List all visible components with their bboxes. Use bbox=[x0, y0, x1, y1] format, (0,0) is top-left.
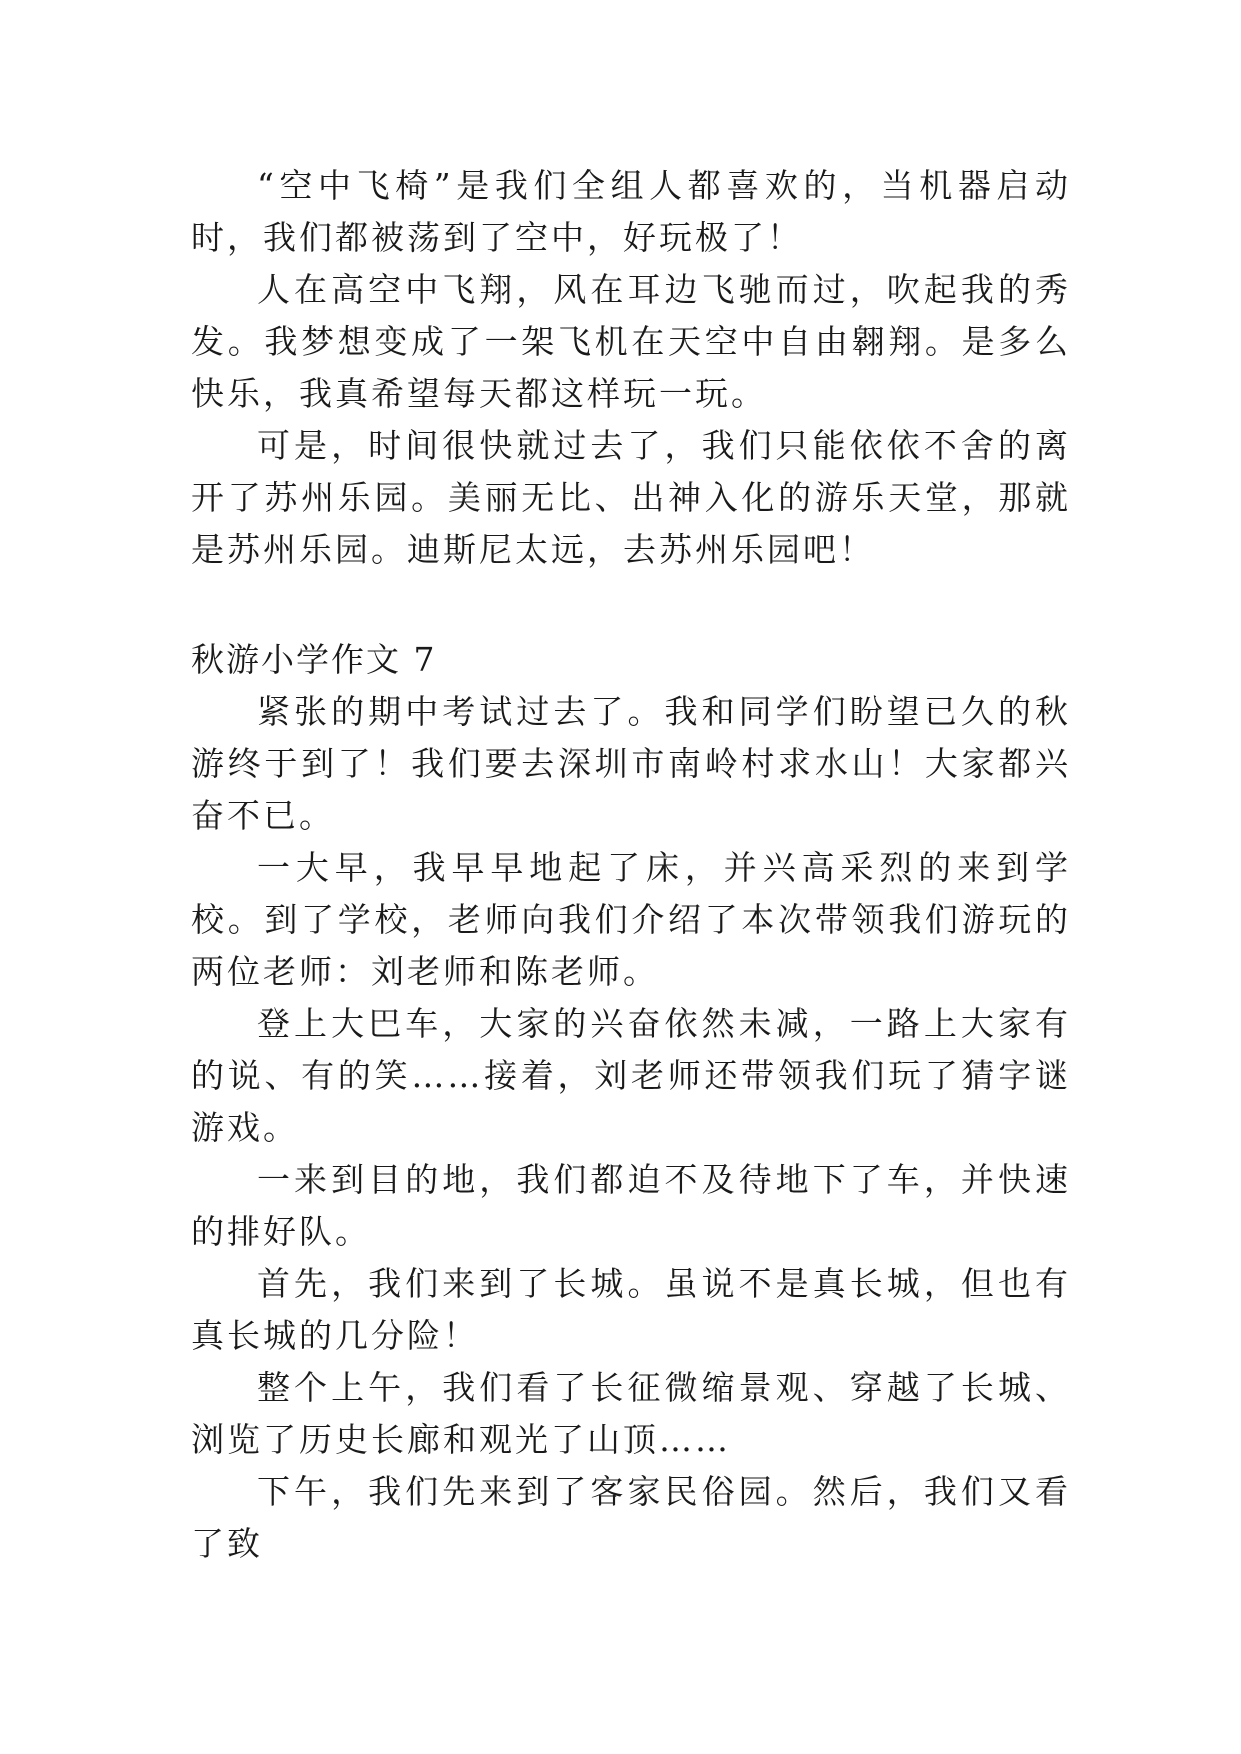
section-title: 秋游小学作文 7 bbox=[191, 640, 437, 679]
paragraph: 一来到目的地，我们都迫不及待地下了车，并快速的排好队。 bbox=[191, 1160, 1071, 1251]
paragraph: 一大早，我早早地起了床，并兴高采烈的来到学校。到了学校，老师向我们介绍了本次带领我们游玩的两位老师：刘老师和陈老师。 bbox=[191, 848, 1071, 991]
paragraph: 下午，我们先来到了客家民俗园。然后，我们又看了致 bbox=[191, 1472, 1071, 1563]
paragraph: 可是，时间很快就过去了，我们只能依依不舍的离开了苏州乐园。美丽无比、出神入化的游乐天堂，那就是苏州乐园。迪斯尼太远，去苏州乐园吧！ bbox=[191, 426, 1071, 569]
paragraph: 人在高空中飞翔，风在耳边飞驰而过，吹起我的秀发。我梦想变成了一架飞机在天空中自由翱翔。是多么快乐，我真希望每天都这样玩一玩。 bbox=[191, 270, 1071, 413]
document-body bbox=[191, 160, 1071, 1570]
paragraph: 整个上午，我们看了长征微缩景观、穿越了长城、浏览了历史长廊和观光了山顶…… bbox=[191, 1368, 1071, 1459]
paragraph: 首先，我们来到了长城。虽说不是真长城，但也有真长城的几分险！ bbox=[191, 1264, 1071, 1355]
paragraph: 登上大巴车，大家的兴奋依然未减，一路上大家有的说、有的笑……接着，刘老师还带领我们玩了猜字谜游戏。 bbox=[191, 1004, 1071, 1147]
paragraph: 紧张的期中考试过去了。我和同学们盼望已久的秋游终于到了！我们要去深圳市南岭村求水山！大家都兴奋不已。 bbox=[191, 692, 1071, 835]
paragraph: “空中飞椅”是我们全组人都喜欢的，当机器启动时，我们都被荡到了空中，好玩极了！ bbox=[191, 166, 1071, 257]
